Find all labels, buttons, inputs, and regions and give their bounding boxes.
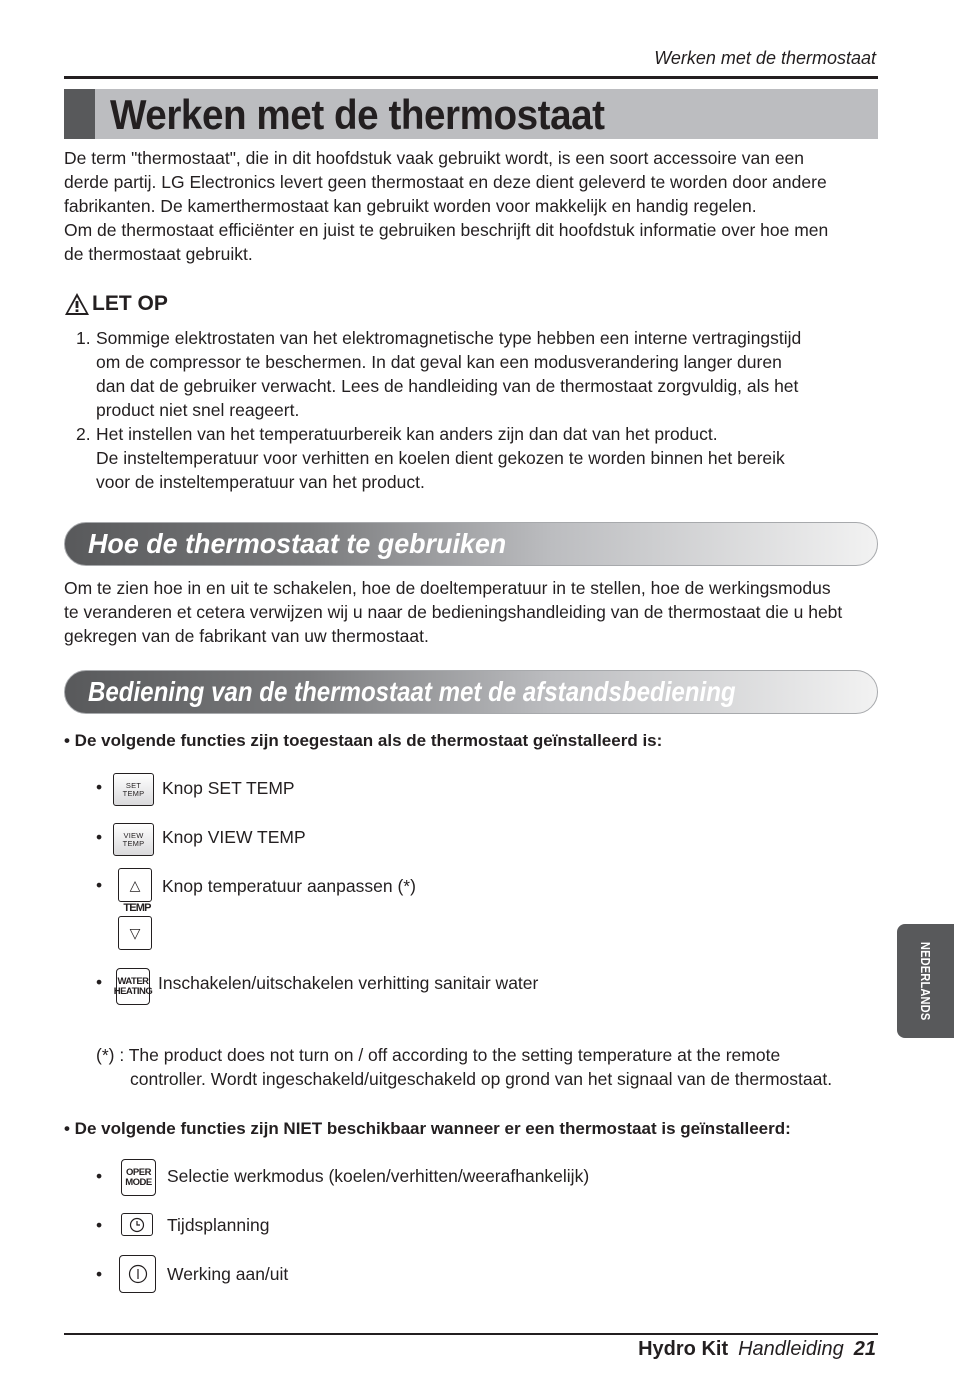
- section-title-remote: Bediening van de thermostaat met de afstandsbediening: [88, 676, 736, 707]
- temp-caption: TEMP: [123, 902, 151, 914]
- title-accent: [64, 89, 95, 139]
- water-heating-button-icon: WATER HEATING: [116, 968, 150, 1005]
- clock-icon: [129, 1217, 145, 1233]
- temp-up-button-icon: [118, 868, 152, 902]
- power-button: [119, 1255, 156, 1293]
- temp-adjust-label: Knop temperatuur aanpassen (*): [162, 876, 416, 896]
- warning-icon: [64, 292, 90, 316]
- caution-heading: [64, 292, 168, 316]
- footer: [638, 1338, 876, 1361]
- not-allowed-heading: • De volgende functies zijn NIET beschikbaar wanneer er een thermostaat is geïnstalleerd:: [64, 1119, 791, 1138]
- caution-label: LET OP: [92, 292, 168, 315]
- power-label: Werking aan/uit: [167, 1264, 289, 1284]
- bullet: •: [96, 1166, 103, 1186]
- intro-paragraph: De term "thermostaat", die in dit hoofdstuk vaak gebruikt wordt, is een soort accessoire van een derde partij. LG Electronics levert geen thermostaat en deze dient geleverd te worden door andere fabrikanten. De kamerthermostaat kan gebruikt worden voor makkelijk en handig regelen. Om de thermostaat efficiënter en juist te gebruiken beschrijft dit hoofdstuk informatie over hoe men de thermostaat gebruikt.: [64, 148, 829, 264]
- caution-item: 1. Sommige elektrostaten van het elektromagnetische type hebben een interne vertragingstijd om de compressor te beschermen. In dat geval kan een modusverandering langer duren dan dat de gebruiker verwacht. Lees de handleiding van de thermostaat zorgvuldig, als het product niet snel reageert.: [76, 328, 802, 420]
- scheduling-label: Tijdsplanning: [167, 1215, 270, 1235]
- page-number: 21: [853, 1338, 876, 1360]
- bullet: •: [96, 777, 103, 797]
- usage-paragraph: Om te zien hoe in en uit te schakelen, hoe de doeltemperatuur in te stellen, hoe de werkingsmodus te veranderen et cetera verwijzen wij u naar de bedieningshandleiding van de thermostaat die u hebt gekregen van de fabrikant van uw thermostaat.: [64, 578, 843, 646]
- page-title: Werken met de thermostaat: [110, 91, 605, 138]
- oper-mode-button-icon: OPER MODE: [121, 1159, 156, 1196]
- triangle-down-icon: ▽: [129, 924, 141, 941]
- top-rule: [64, 76, 878, 79]
- set-temp-button-icon: SET TEMP: [113, 773, 154, 806]
- bullet: •: [96, 1264, 103, 1284]
- bullet: •: [96, 1215, 103, 1235]
- caution-item: 2. Het instellen van het temperatuurbereik kan anders zijn dan dat van het product. De insteltemperatuur voor verhitten en koelen dient gekozen te worden binnen het bereik voor de insteltemperatuur van het product.: [76, 424, 785, 492]
- language-tab-label: NEDERLANDS: [918, 941, 933, 1021]
- footer-brand: Hydro Kit: [638, 1338, 729, 1360]
- triangle-up-icon: △: [129, 876, 141, 893]
- set-temp-label: Knop SET TEMP: [162, 778, 295, 798]
- running-header: Werken met de thermostaat: [654, 48, 876, 68]
- view-temp-label: Knop VIEW TEMP: [162, 827, 306, 847]
- allowed-heading: • De volgende functies zijn toegestaan als de thermostaat geïnstalleerd is:: [64, 731, 663, 750]
- section-title-usage: Hoe de thermostaat te gebruiken: [88, 528, 507, 559]
- water-heating-label: Inschakelen/uitschakelen verhitting sanitair water: [158, 973, 539, 993]
- bottom-rule: [64, 1333, 878, 1335]
- power-icon: [127, 1263, 149, 1285]
- bullet: •: [96, 827, 103, 847]
- footnote: (*) : The product does not turn on / off according to the setting temperature at the remote controller. Wordt ingeschakeld/uitgeschakeld op grond van het signaal van de thermostaat.: [96, 1045, 833, 1089]
- oper-mode-label: Selectie werkmodus (koelen/verhitten/weerafhankelijk): [167, 1166, 590, 1186]
- caution-list: [64, 326, 876, 494]
- clock-button: [121, 1213, 153, 1236]
- view-temp-button-icon: VIEW TEMP: [113, 823, 154, 856]
- temp-down-button-icon: [118, 916, 152, 950]
- bullet: •: [96, 875, 103, 895]
- bullet: •: [96, 972, 103, 992]
- footer-manual: Handleiding: [738, 1338, 844, 1360]
